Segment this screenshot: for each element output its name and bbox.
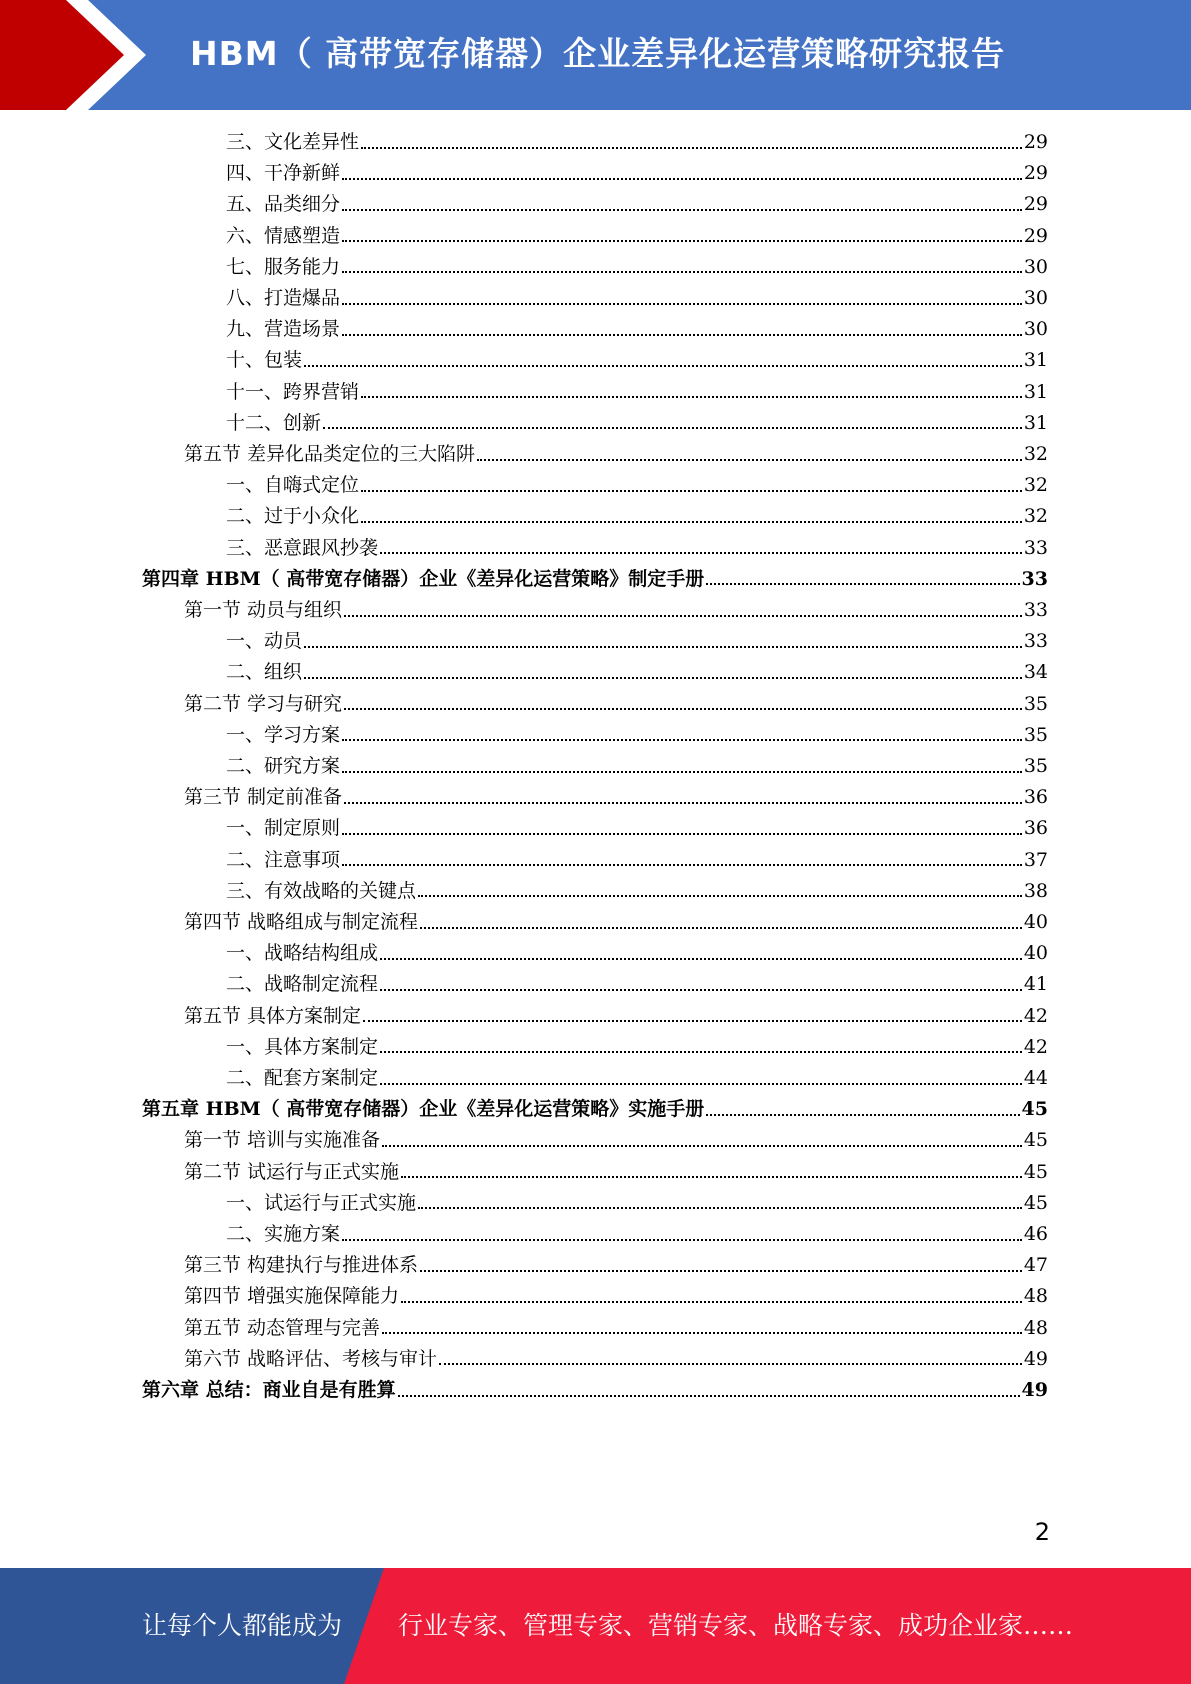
dot-leader bbox=[401, 1176, 1022, 1178]
toc-entry[interactable] bbox=[226, 158, 1048, 189]
toc-entry-title: 六、情感塑造 bbox=[226, 224, 341, 247]
toc-entry-page: 35 bbox=[1023, 755, 1048, 777]
toc-entry-title: 一、具体方案制定 bbox=[226, 1035, 379, 1058]
toc-entry-title: 三、恶意跟风抄袭 bbox=[226, 536, 379, 559]
toc-entry-page: 49 bbox=[1021, 1379, 1048, 1401]
dot-leader bbox=[342, 1239, 1022, 1241]
dot-leader bbox=[418, 1207, 1022, 1209]
toc-entry-title: 第五章 HBM（ 高带宽存储器）企业《差异化运营策略》实施手册 bbox=[142, 1098, 705, 1121]
toc-entry[interactable] bbox=[184, 689, 1048, 720]
toc-entry[interactable] bbox=[226, 657, 1048, 688]
dot-leader bbox=[344, 615, 1022, 617]
toc-entry[interactable] bbox=[184, 595, 1048, 626]
toc-entry-title: 二、战略制定流程 bbox=[226, 973, 379, 996]
toc-entry[interactable] bbox=[226, 377, 1048, 408]
dot-leader bbox=[420, 927, 1022, 929]
toc-entry-title: 二、配套方案制定 bbox=[226, 1067, 379, 1089]
dot-leader bbox=[342, 771, 1022, 773]
toc-entry-title: 第六节 战略评估、考核与审计 bbox=[184, 1347, 438, 1370]
dot-leader bbox=[361, 396, 1022, 398]
toc-entry-page: 31 bbox=[1023, 411, 1048, 434]
toc-entry[interactable] bbox=[226, 845, 1048, 876]
toc-entry[interactable] bbox=[226, 1188, 1048, 1219]
toc-entry-page: 42 bbox=[1023, 1035, 1048, 1058]
toc-entry[interactable] bbox=[142, 1094, 1048, 1125]
toc-entry[interactable] bbox=[226, 876, 1048, 907]
header-banner bbox=[0, 0, 1191, 110]
page-number: 2 bbox=[1034, 1518, 1050, 1546]
toc-entry-page: 32 bbox=[1023, 505, 1048, 528]
toc-entry-title: 第四章 HBM（ 高带宽存储器）企业《差异化运营策略》制定手册 bbox=[142, 567, 705, 590]
report-title: HBM（ 高带宽存储器）企业差异化运营策略研究报告 bbox=[190, 34, 1006, 73]
toc-entry[interactable] bbox=[226, 408, 1048, 439]
toc-entry[interactable] bbox=[184, 1157, 1048, 1188]
toc-entry-page: 37 bbox=[1023, 848, 1048, 871]
toc-entry[interactable] bbox=[226, 720, 1048, 751]
dot-leader bbox=[304, 646, 1022, 648]
dot-leader bbox=[342, 833, 1022, 835]
toc-entry-page: 29 bbox=[1023, 131, 1048, 153]
dot-leader bbox=[361, 490, 1022, 492]
toc-entry[interactable] bbox=[184, 1344, 1048, 1375]
toc-entry-page: 44 bbox=[1023, 1067, 1048, 1089]
toc-entry-page: 46 bbox=[1023, 1223, 1048, 1245]
toc-entry[interactable] bbox=[142, 1375, 1048, 1406]
toc-entry[interactable] bbox=[226, 470, 1048, 501]
toc-entry-title: 一、战略结构组成 bbox=[226, 942, 379, 965]
toc-entry-page: 30 bbox=[1023, 318, 1048, 341]
dot-leader bbox=[382, 1145, 1022, 1147]
toc-entry[interactable] bbox=[226, 969, 1048, 1000]
toc-entry[interactable] bbox=[226, 626, 1048, 657]
dot-leader bbox=[706, 1114, 1019, 1116]
toc-entry[interactable] bbox=[226, 751, 1048, 782]
toc-entry[interactable] bbox=[184, 907, 1048, 938]
dot-leader bbox=[363, 1020, 1022, 1022]
toc-entry-page: 36 bbox=[1023, 786, 1048, 809]
dot-leader bbox=[382, 1332, 1022, 1334]
toc-entry-page: 38 bbox=[1023, 879, 1048, 902]
toc-entry-page: 34 bbox=[1023, 661, 1048, 684]
toc-entry[interactable] bbox=[226, 533, 1048, 564]
toc-entry-page: 45 bbox=[1023, 1129, 1048, 1152]
footer-banner bbox=[0, 1568, 1191, 1684]
toc-entry-title: 十、包装 bbox=[226, 349, 303, 372]
toc-entry-page: 41 bbox=[1023, 973, 1048, 996]
toc-entry-page: 29 bbox=[1023, 162, 1048, 185]
toc-entry[interactable] bbox=[142, 564, 1048, 595]
toc-entry-title: 二、研究方案 bbox=[226, 755, 341, 777]
dot-leader bbox=[342, 334, 1022, 336]
toc-entry-title: 第三节 构建执行与推进体系 bbox=[184, 1254, 419, 1277]
dot-leader bbox=[304, 365, 1022, 367]
toc-entry[interactable] bbox=[226, 314, 1048, 345]
toc-entry-page: 35 bbox=[1023, 692, 1048, 715]
toc-entry-page: 30 bbox=[1023, 255, 1048, 278]
dot-leader bbox=[439, 1363, 1022, 1365]
toc-entry[interactable] bbox=[226, 127, 1048, 158]
toc-entry[interactable] bbox=[184, 1125, 1048, 1156]
dot-leader bbox=[380, 552, 1022, 554]
toc-entry[interactable] bbox=[226, 1063, 1048, 1094]
toc-entry-title: 五、品类细分 bbox=[226, 193, 341, 216]
toc-entry-page: 33 bbox=[1023, 536, 1048, 559]
toc-entry-title: 一、动员 bbox=[226, 630, 303, 653]
toc-entry-page: 33 bbox=[1021, 567, 1048, 590]
toc-entry-page: 29 bbox=[1023, 224, 1048, 247]
dot-leader bbox=[380, 958, 1022, 960]
dot-leader bbox=[401, 1301, 1022, 1303]
dot-leader bbox=[380, 989, 1022, 991]
toc-entry-page: 48 bbox=[1023, 1316, 1048, 1339]
toc-entry[interactable] bbox=[226, 221, 1048, 252]
toc-entry-page: 45 bbox=[1021, 1098, 1048, 1121]
toc-entry[interactable] bbox=[226, 1219, 1048, 1250]
toc-entry-title: 第五节 动态管理与完善 bbox=[184, 1316, 381, 1339]
footer-slogan-right: 行业专家、管理专家、营销专家、战略专家、成功企业家…… bbox=[398, 1611, 1074, 1640]
header-arrow-decoration bbox=[0, 0, 150, 110]
dot-leader bbox=[342, 271, 1022, 273]
toc-entry-page: 45 bbox=[1023, 1160, 1048, 1183]
toc-entry[interactable] bbox=[226, 938, 1048, 969]
toc-entry[interactable] bbox=[184, 439, 1048, 470]
toc-entry-title: 三、有效战略的关键点 bbox=[226, 879, 417, 902]
toc-entry-page: 35 bbox=[1023, 723, 1048, 746]
toc-entry[interactable] bbox=[226, 283, 1048, 314]
toc-entry-title: 第一节 动员与组织 bbox=[184, 599, 343, 621]
dot-leader bbox=[706, 583, 1019, 585]
toc-entry-title: 四、干净新鲜 bbox=[226, 162, 341, 185]
dot-leader bbox=[361, 147, 1022, 149]
toc-entry-page: 31 bbox=[1023, 380, 1048, 403]
toc-entry[interactable] bbox=[184, 1250, 1048, 1281]
toc-entry-title: 九、营造场景 bbox=[226, 318, 341, 341]
toc-entry-page: 45 bbox=[1023, 1191, 1048, 1214]
dot-leader bbox=[344, 708, 1022, 710]
toc-entry[interactable] bbox=[226, 813, 1048, 844]
toc-entry-title: 第六章 总结：商业自是有胜算 bbox=[142, 1379, 396, 1401]
toc-entry[interactable] bbox=[226, 1032, 1048, 1063]
toc-entry-title: 第五节 具体方案制定 bbox=[184, 1004, 362, 1027]
dot-leader bbox=[342, 209, 1022, 211]
dot-leader bbox=[342, 178, 1022, 180]
toc-entry-title: 七、服务能力 bbox=[226, 255, 341, 278]
toc-entry-title: 一、制定原则 bbox=[226, 817, 341, 840]
toc-entry-page: 29 bbox=[1023, 193, 1048, 216]
toc-entry-page: 33 bbox=[1023, 599, 1048, 621]
dot-leader bbox=[323, 427, 1022, 429]
toc-entry-page: 48 bbox=[1023, 1285, 1048, 1308]
toc-entry-title: 三、文化差异性 bbox=[226, 131, 360, 153]
toc-entry-page: 31 bbox=[1023, 349, 1048, 372]
toc-entry-title: 一、试运行与正式实施 bbox=[226, 1191, 417, 1214]
toc-entry-title: 第四节 战略组成与制定流程 bbox=[184, 911, 419, 933]
toc-entry-title: 八、打造爆品 bbox=[226, 287, 341, 309]
toc-entry[interactable] bbox=[226, 501, 1048, 532]
dot-leader bbox=[342, 864, 1022, 866]
dot-leader bbox=[380, 1083, 1022, 1085]
dot-leader bbox=[344, 802, 1022, 804]
toc-entry-title: 第一节 培训与实施准备 bbox=[184, 1129, 381, 1152]
toc-entry-page: 33 bbox=[1023, 630, 1048, 653]
toc-entry[interactable] bbox=[184, 782, 1048, 813]
toc-entry[interactable] bbox=[226, 252, 1048, 283]
toc-entry-page: 40 bbox=[1023, 911, 1048, 933]
toc-entry-title: 第三节 制定前准备 bbox=[184, 786, 343, 809]
toc-entry[interactable] bbox=[226, 189, 1048, 220]
toc-entry-page: 36 bbox=[1023, 817, 1048, 840]
dot-leader bbox=[361, 521, 1022, 523]
dot-leader bbox=[342, 303, 1022, 305]
toc-entry-page: 30 bbox=[1023, 287, 1048, 309]
footer-slogan-left: 让每个人都能成为 bbox=[142, 1611, 343, 1640]
toc-entry-title: 一、自嗨式定位 bbox=[226, 474, 360, 497]
dot-leader bbox=[420, 1270, 1022, 1272]
toc-entry-title: 第四节 增强实施保障能力 bbox=[184, 1285, 400, 1308]
toc-entry-title: 二、组织 bbox=[226, 661, 303, 684]
toc-entry-title: 十二、创新 bbox=[226, 411, 322, 434]
toc-entry[interactable] bbox=[226, 345, 1048, 376]
toc-entry-page: 42 bbox=[1023, 1004, 1048, 1027]
dot-leader bbox=[342, 739, 1022, 741]
toc-entry-title: 二、注意事项 bbox=[226, 848, 341, 871]
dot-leader bbox=[477, 459, 1022, 461]
dot-leader bbox=[418, 895, 1022, 897]
toc-entry-title: 第二节 学习与研究 bbox=[184, 692, 343, 715]
dot-leader bbox=[398, 1395, 1020, 1397]
toc-entry[interactable] bbox=[184, 1281, 1048, 1312]
toc-entry-title: 十一、跨界营销 bbox=[226, 380, 360, 403]
toc-entry[interactable] bbox=[184, 1313, 1048, 1344]
dot-leader bbox=[342, 240, 1022, 242]
dot-leader bbox=[304, 677, 1022, 679]
toc-entry-title: 一、学习方案 bbox=[226, 723, 341, 746]
toc-entry-page: 47 bbox=[1023, 1254, 1048, 1277]
toc-entry-page: 32 bbox=[1023, 443, 1048, 465]
toc-entry-page: 49 bbox=[1023, 1347, 1048, 1370]
toc-entry-title: 第五节 差异化品类定位的三大陷阱 bbox=[184, 443, 476, 465]
dot-leader bbox=[380, 1051, 1022, 1053]
toc-entry-title: 二、过于小众化 bbox=[226, 505, 360, 528]
toc-entry-page: 32 bbox=[1023, 474, 1048, 497]
toc-entry-page: 40 bbox=[1023, 942, 1048, 965]
toc-entry-title: 第二节 试运行与正式实施 bbox=[184, 1160, 400, 1183]
toc-entry-title: 二、实施方案 bbox=[226, 1223, 341, 1245]
toc-entry[interactable] bbox=[184, 1001, 1048, 1032]
